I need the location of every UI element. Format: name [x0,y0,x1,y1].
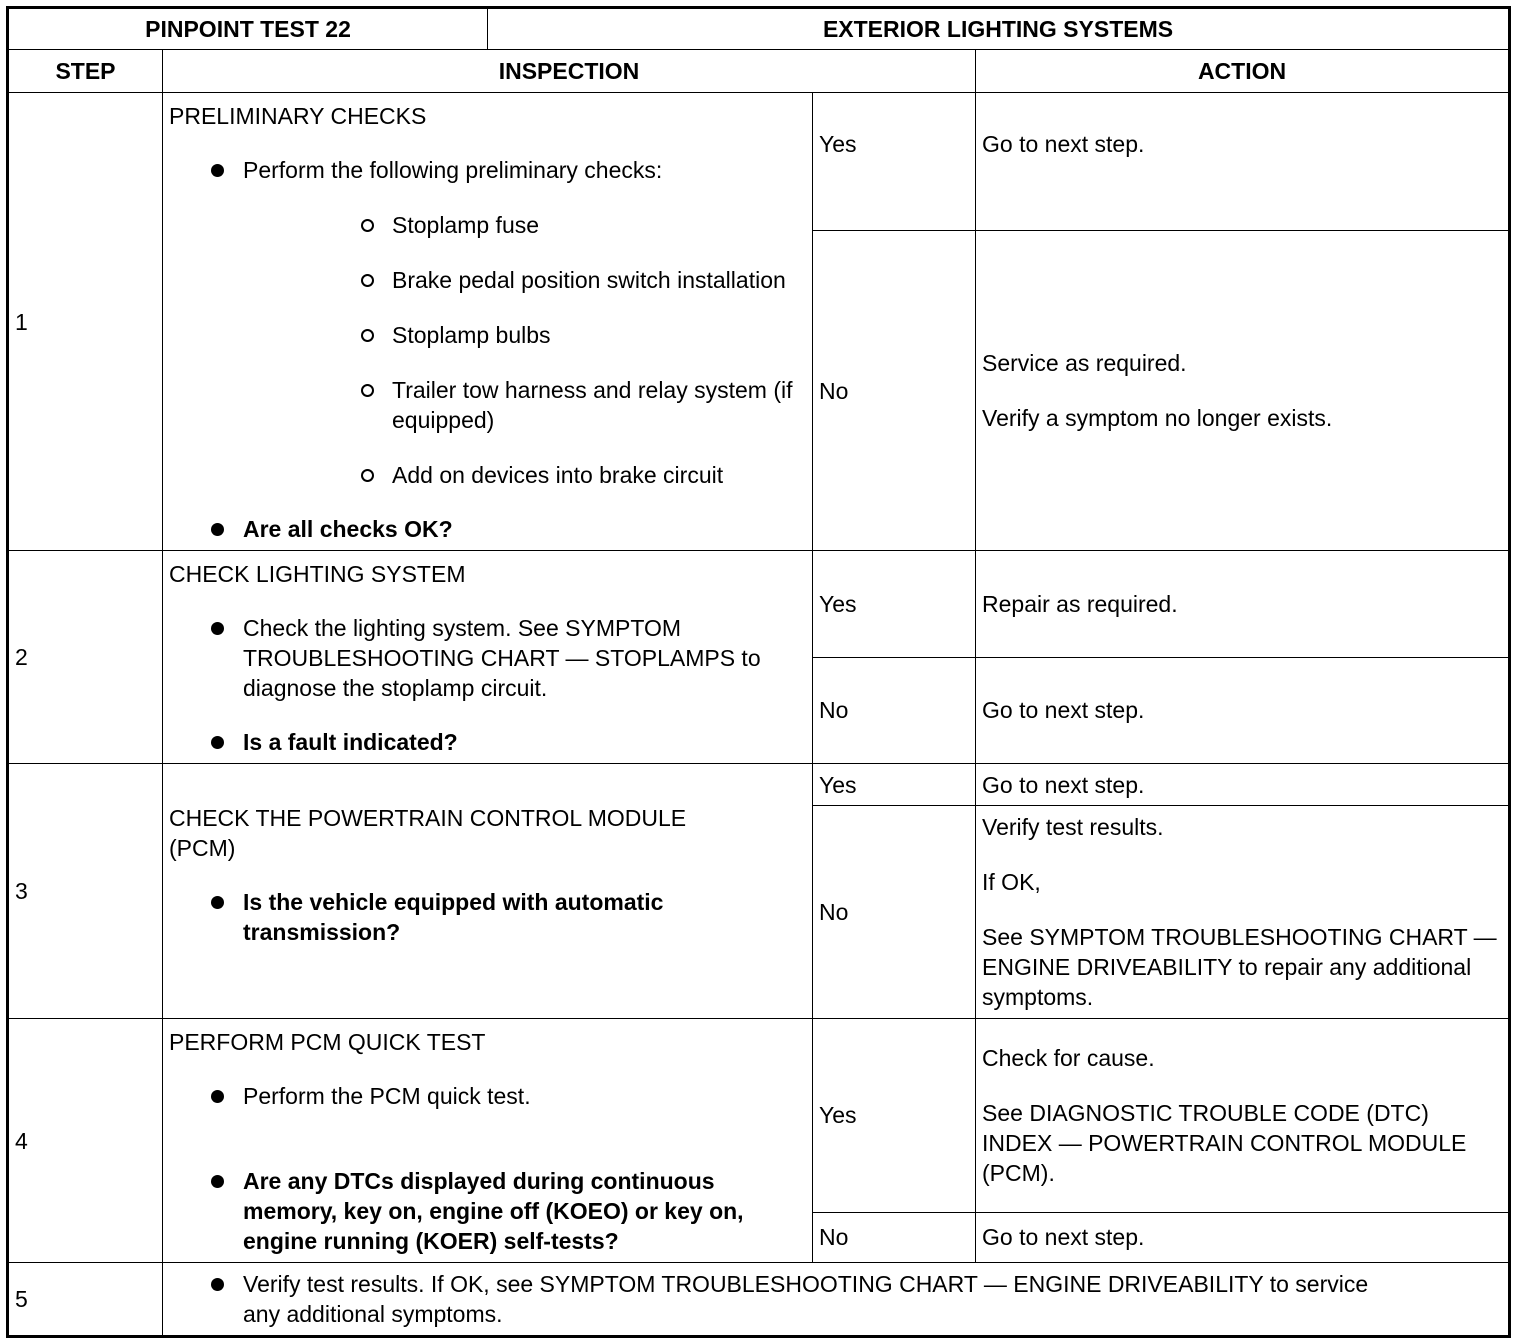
bullet-text: Perform the following preliminary checks: [243,157,663,183]
step-2-inspection [163,551,813,764]
step-number: 2 [8,551,163,764]
yes-label: Yes [813,93,976,231]
action-text: Verify test results. [982,814,1164,840]
step-2-row [8,551,1510,658]
no-label: No [813,806,976,1019]
action-text: Verify a symptom no longer exists. [982,405,1333,431]
step-number: 3 [8,764,163,1019]
step-heading: PRELIMINARY CHECKS [169,103,427,129]
step-1-row [8,93,1510,231]
sub-item: Stoplamp fuse [243,210,806,240]
test-title: PINPOINT TEST 22 [8,8,488,50]
bullet-list [169,1081,806,1256]
step-4-row [8,1019,1510,1213]
no-label: No [813,1212,976,1262]
step-number: 1 [8,93,163,551]
bullet-list [169,613,806,757]
yes-label: Yes [813,551,976,658]
bullet-item: Perform the PCM quick test. [169,1081,806,1111]
step-1-inspection [163,93,813,551]
no-label: No [813,657,976,764]
no-action [976,231,1510,551]
question-item: Are any DTCs displayed during continuous memory, key on, engine off (KOEO) or key on, engine running (KOER) self-tests? [169,1166,806,1256]
bullet-list [169,1269,1502,1329]
no-action [976,806,1510,1019]
yes-action [976,1019,1510,1213]
action-text: If OK, [982,869,1041,895]
bullet-item: Check the lighting system. See SYMPTOM TROUBLESHOOTING CHART — STOPLAMPS to diagnose the stoplamp circuit. [169,613,806,703]
question-item: Is the vehicle equipped with automatic transmission? [169,887,806,947]
column-header-inspection: INSPECTION [163,50,976,93]
bullet-list [169,155,806,544]
no-action: Go to next step. [976,657,1510,764]
action-text: Service as required. [982,350,1187,376]
question-item: Are all checks OK? [169,514,806,544]
step-3-row [8,764,1510,806]
step-heading: PERFORM PCM QUICK TEST [169,1029,486,1055]
column-header-row [8,50,1510,93]
sub-item: Trailer tow harness and relay system (if equipped) [243,375,806,435]
no-action: Go to next step. [976,1212,1510,1262]
step-4-inspection [163,1019,813,1263]
yes-action: Repair as required. [976,551,1510,658]
bullet-item: Verify test results. If OK, see SYMPTOM TROUBLESHOOTING CHART — ENGINE DRIVEABILITY to service any additional symptoms. [169,1269,1502,1329]
yes-label: Yes [813,1019,976,1213]
step-heading: CHECK LIGHTING SYSTEM [169,561,466,587]
sub-item: Brake pedal position switch installation [243,265,806,295]
yes-action: Go to next step. [976,93,1510,231]
system-title: EXTERIOR LIGHTING SYSTEMS [488,8,1510,50]
action-text: See SYMPTOM TROUBLESHOOTING CHART — ENGINE DRIVEABILITY to repair any additional symptoms. [982,924,1497,1010]
yes-action: Go to next step. [976,764,1510,806]
sub-list [243,210,806,490]
no-label: No [813,231,976,551]
yes-label: Yes [813,764,976,806]
step-number: 4 [8,1019,163,1263]
question-item: Is a fault indicated? [169,727,806,757]
action-text: See DIAGNOSTIC TROUBLE CODE (DTC) INDEX — POWERTRAIN CONTROL MODULE (PCM). [982,1099,1467,1186]
step-5-row [8,1263,1510,1337]
title-row [8,8,1510,50]
bullet-item [169,155,806,490]
step-number: 5 [8,1263,163,1337]
column-header-action: ACTION [976,50,1510,93]
sub-item: Stoplamp bulbs [243,320,806,350]
pinpoint-test-table [6,6,1511,1338]
step-5-content [163,1263,1510,1337]
action-text: Check for cause. [982,1044,1155,1071]
column-header-step: STEP [8,50,163,93]
step-heading: CHECK THE POWERTRAIN CONTROL MODULE (PCM) [169,805,687,861]
sub-item: Add on devices into brake circuit [243,460,806,490]
bullet-list [169,887,806,947]
step-3-inspection [163,764,813,1019]
